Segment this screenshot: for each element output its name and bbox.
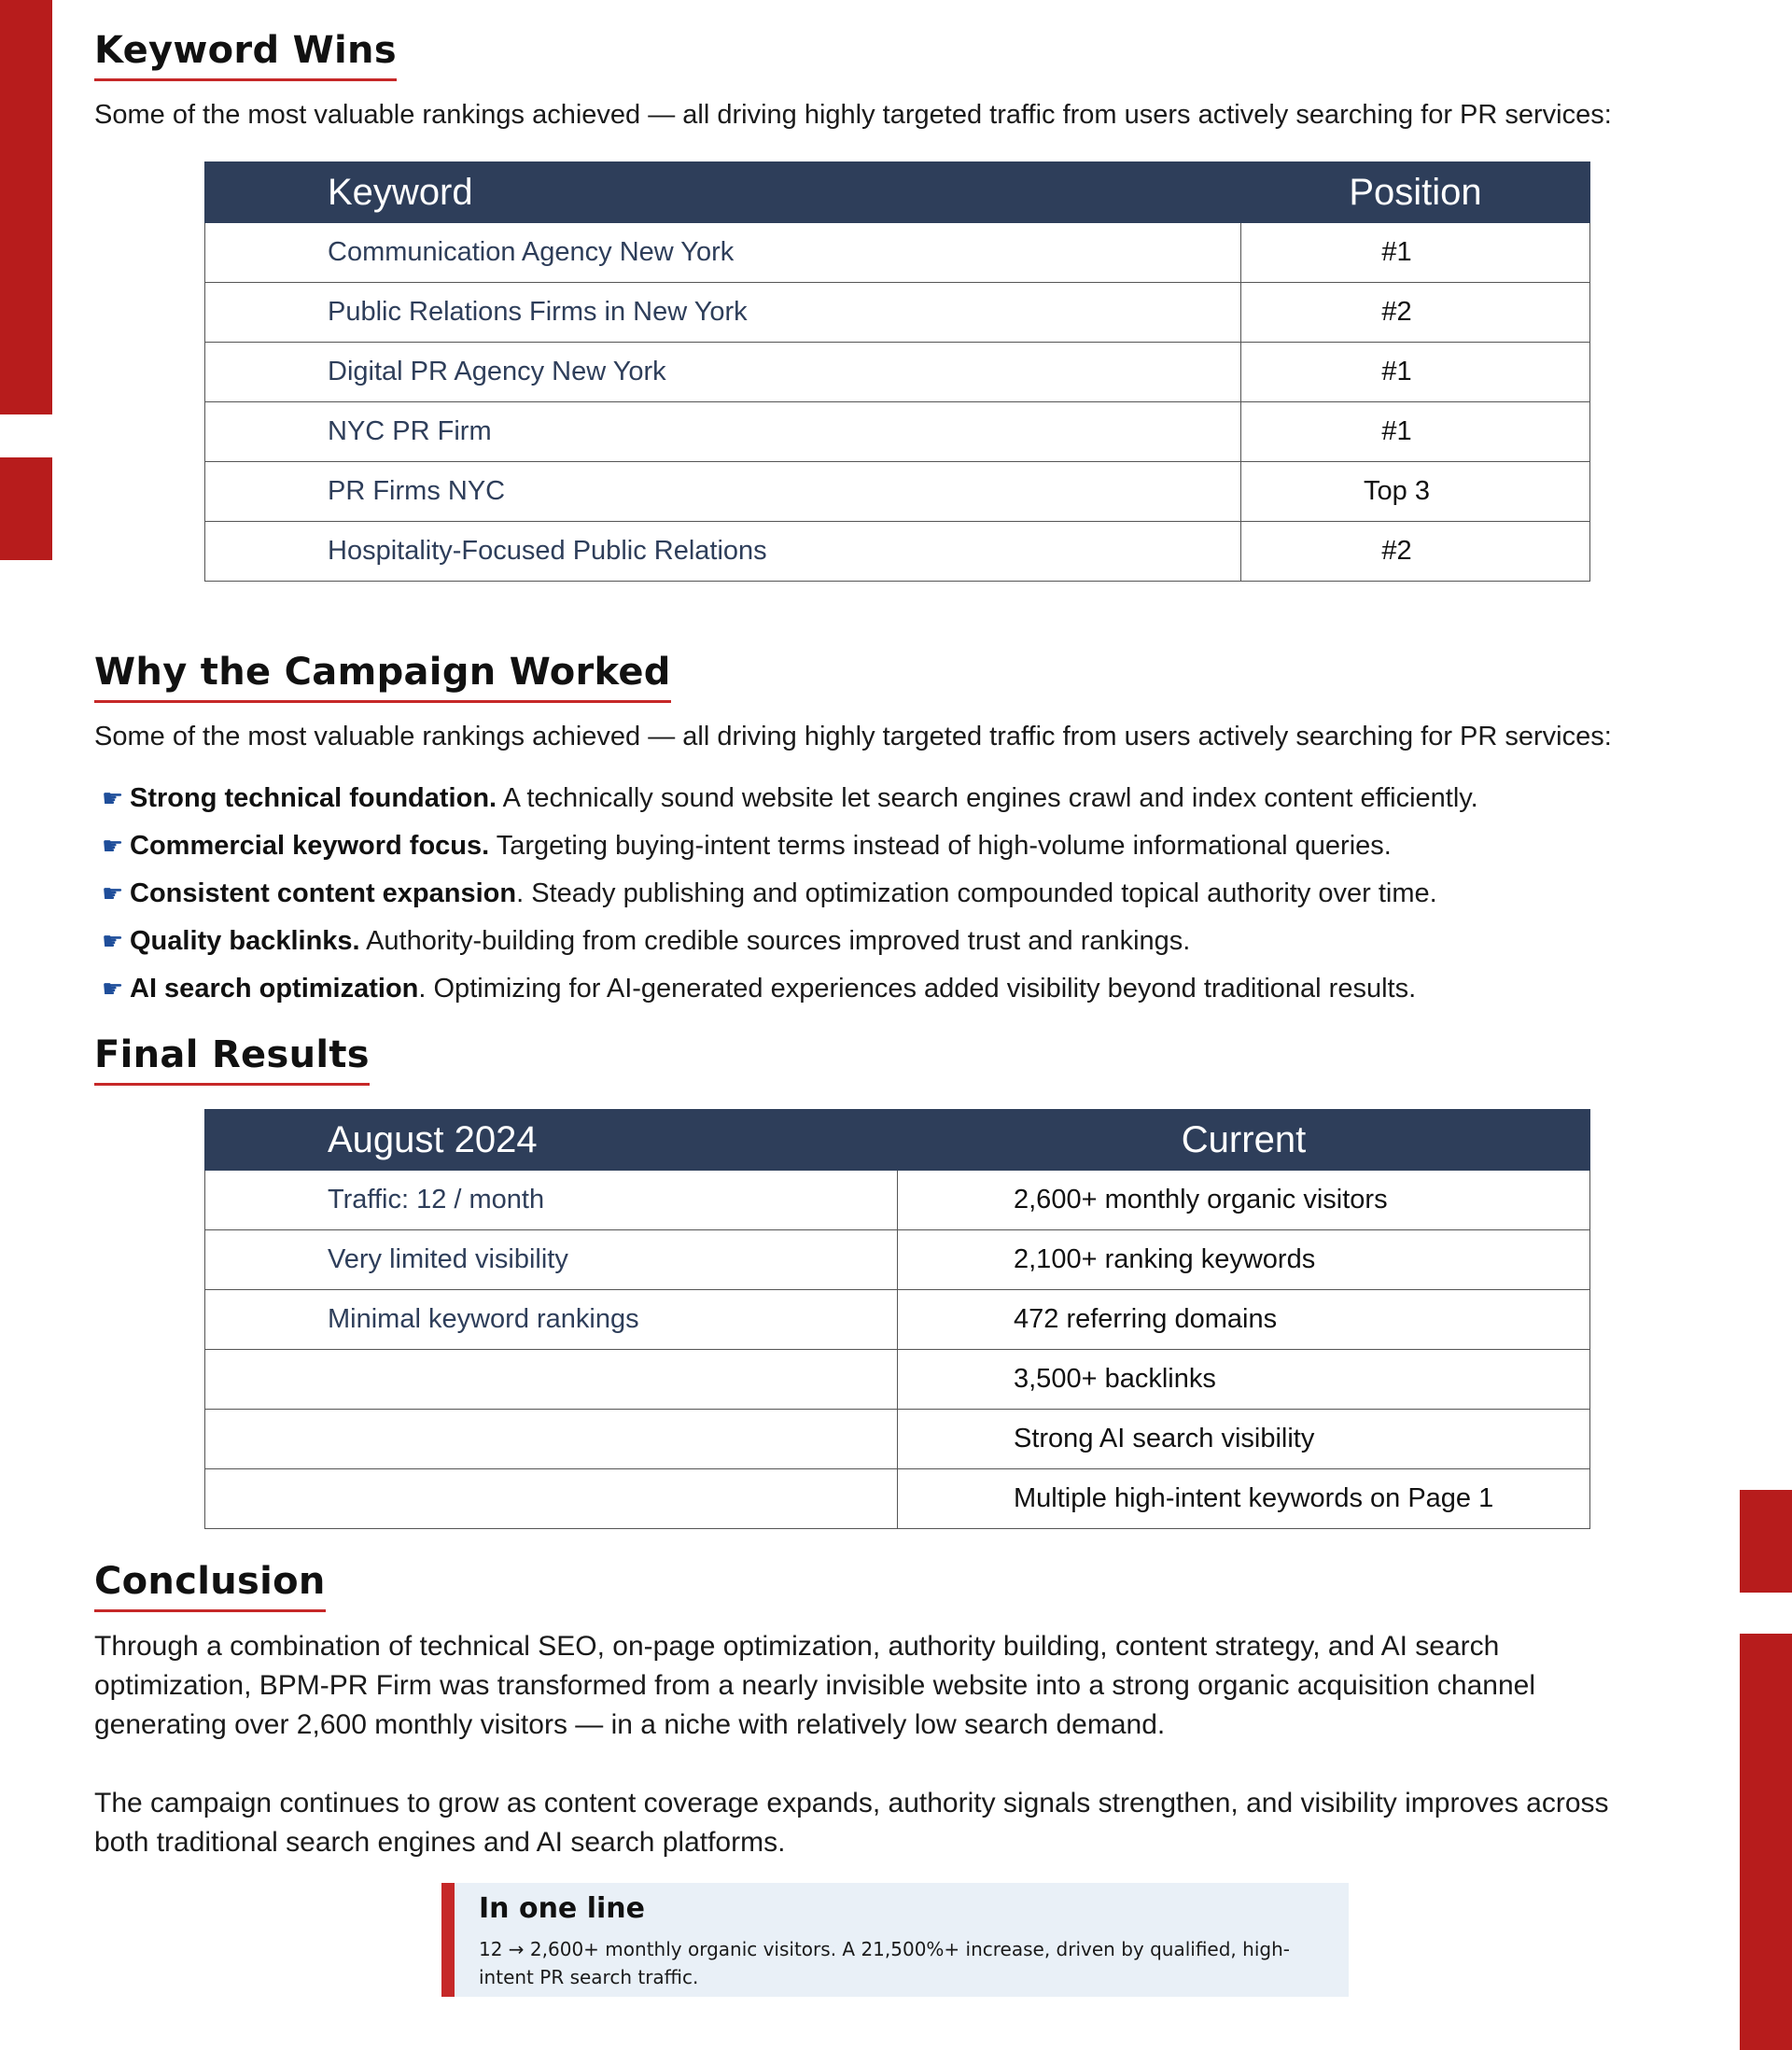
pointing-hand-icon: ☛ (102, 927, 124, 955)
left-red-bar-top (0, 0, 52, 414)
position-cell: #2 (1241, 283, 1590, 343)
before-column-header: August 2024 (205, 1110, 898, 1171)
current-cell: Strong AI search visibility (898, 1410, 1590, 1469)
position-cell: #1 (1241, 223, 1590, 283)
table-header-row (205, 1110, 1590, 1171)
list-item (102, 918, 1478, 965)
right-red-bar-top (1740, 1490, 1792, 1593)
table-row (205, 343, 1590, 402)
pointing-hand-icon: ☛ (102, 784, 124, 812)
left-red-bar-bottom (0, 457, 52, 560)
callout-text: 12 → 2,600+ monthly organic visitors. A 21,500%+ increase, driven by qualified, high-intent PR search traffic. (479, 1938, 1290, 1988)
reason-title: Quality backlinks. (130, 926, 360, 956)
current-cell: 2,100+ ranking keywords (898, 1230, 1590, 1290)
why-worked-lead: Some of the most valuable rankings achieved — all driving highly targeted traffic from users actively searching for PR services: (94, 722, 1612, 751)
table-row (205, 283, 1590, 343)
list-item (102, 870, 1478, 918)
reason-text: . Steady publishing and optimization compounded topical authority over time. (516, 878, 1437, 908)
current-cell: Multiple high-intent keywords on Page 1 (898, 1469, 1590, 1529)
keyword-cell: NYC PR Firm (205, 402, 1241, 462)
table-row (205, 1290, 1590, 1350)
keyword-table (204, 161, 1590, 582)
keyword-cell: Digital PR Agency New York (205, 343, 1241, 402)
before-cell (205, 1410, 898, 1469)
current-cell: 2,600+ monthly organic visitors (898, 1171, 1590, 1230)
before-cell (205, 1469, 898, 1529)
reason-text: Authority-building from credible sources improved trust and rankings. (359, 926, 1191, 956)
reasons-list (102, 775, 1478, 1013)
before-cell (205, 1350, 898, 1410)
table-header-row (205, 162, 1590, 223)
position-cell: #1 (1241, 402, 1590, 462)
table-row (205, 522, 1590, 582)
keyword-cell: PR Firms NYC (205, 462, 1241, 522)
table-row (205, 462, 1590, 522)
reason-text: A technically sound website let search engines crawl and index content efficiently. (497, 783, 1478, 813)
position-cell: #1 (1241, 343, 1590, 402)
keyword-cell: Public Relations Firms in New York (205, 283, 1241, 343)
reason-text: . Optimizing for AI-generated experiences added visibility beyond traditional results. (418, 974, 1417, 1004)
before-cell: Traffic: 12 / month (205, 1171, 898, 1230)
conclusion-paragraph-1: Through a combination of technical SEO, on-page optimization, authority building, content strategy, and AI search optimization, BPM-PR Firm was transformed from a nearly invisible website into a strong organic acquisition channel generating over 2,600 monthly visitors — in a niche with relatively low search demand. (94, 1631, 1535, 1740)
final-results-heading: Final Results (94, 1031, 370, 1086)
position-cell: #2 (1241, 522, 1590, 582)
reason-title: Consistent content expansion (130, 878, 517, 908)
why-worked-heading: Why the Campaign Worked (94, 648, 671, 703)
table-row (205, 402, 1590, 462)
keyword-column-header: Keyword (205, 162, 1241, 223)
position-cell: Top 3 (1241, 462, 1590, 522)
list-item (102, 965, 1478, 1013)
list-item (102, 822, 1478, 870)
table-row (205, 1350, 1590, 1410)
before-cell: Minimal keyword rankings (205, 1290, 898, 1350)
table-row (205, 1230, 1590, 1290)
reason-text: Targeting buying-intent terms instead of high-volume informational queries. (489, 831, 1392, 861)
before-cell: Very limited visibility (205, 1230, 898, 1290)
results-table (204, 1109, 1590, 1529)
reason-title: Strong technical foundation. (130, 783, 497, 813)
keyword-wins-lead: Some of the most valuable rankings achieved — all driving highly targeted traffic from users actively searching for PR services: (94, 100, 1612, 130)
table-row (205, 1469, 1590, 1529)
callout-title: In one line (479, 1892, 645, 1925)
pointing-hand-icon: ☛ (102, 879, 124, 907)
reason-title: AI search optimization (130, 974, 419, 1004)
current-cell: 3,500+ backlinks (898, 1350, 1590, 1410)
right-red-bar-bottom (1740, 1634, 1792, 2050)
current-column-header: Current (898, 1110, 1590, 1171)
table-row (205, 1410, 1590, 1469)
keyword-cell: Communication Agency New York (205, 223, 1241, 283)
keyword-wins-heading: Keyword Wins (94, 26, 397, 81)
table-row (205, 1171, 1590, 1230)
position-column-header: Position (1241, 162, 1590, 223)
conclusion-paragraph-2: The campaign continues to grow as content coverage expands, authority signals strengthen, and visibility improves across both traditional search engines and AI search platforms. (94, 1788, 1609, 1858)
one-line-callout (441, 1883, 1349, 1997)
table-row (205, 223, 1590, 283)
list-item (102, 775, 1478, 822)
reason-title: Commercial keyword focus. (130, 831, 490, 861)
pointing-hand-icon: ☛ (102, 832, 124, 860)
keyword-cell: Hospitality-Focused Public Relations (205, 522, 1241, 582)
conclusion-heading: Conclusion (94, 1557, 326, 1612)
pointing-hand-icon: ☛ (102, 975, 124, 1003)
current-cell: 472 referring domains (898, 1290, 1590, 1350)
